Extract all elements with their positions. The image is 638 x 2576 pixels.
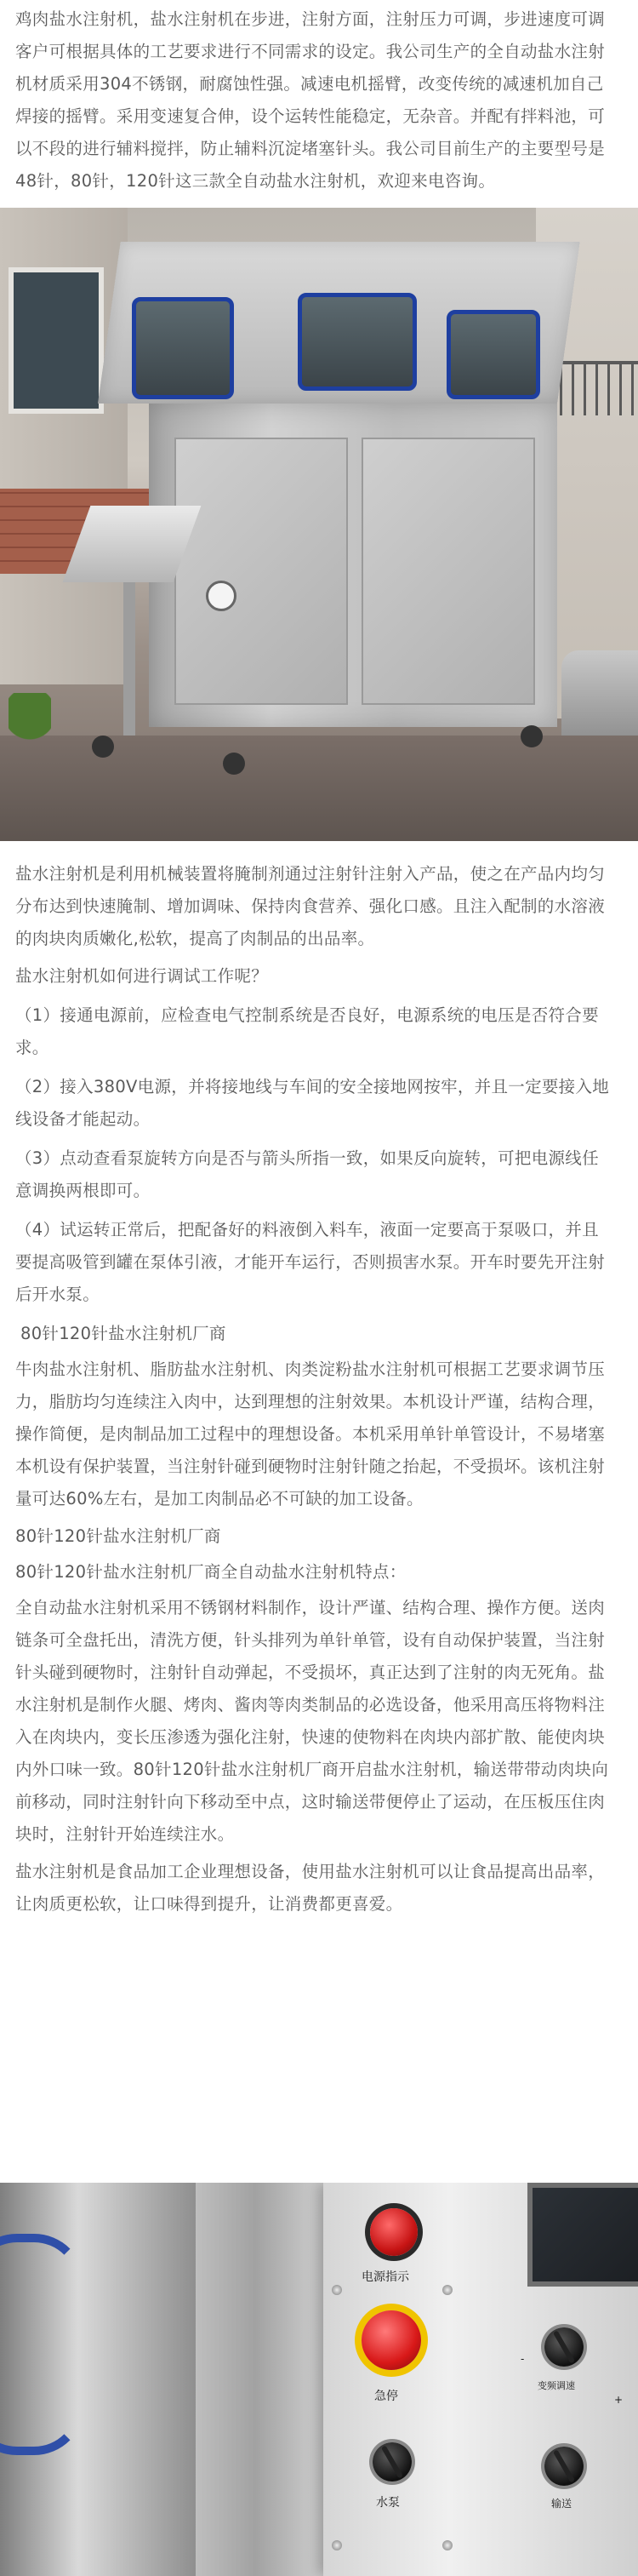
debug-section	[0, 960, 638, 1311]
blue-hose	[0, 2234, 85, 2455]
step-line: （3）点动查看泵旋转方向是否与箭头所指一致，如果反向旋转，可把电源线任	[15, 1148, 599, 1168]
intro-line: 鸡肉盐水注射机，盐水注射机在步进，注射方面，注射压力可调，步进速度可调	[15, 9, 606, 29]
factory-line: 力，脂肪均匀连续注入肉中，达到理想的注射效果。本机设计严谨，结构合理，	[15, 1392, 606, 1411]
step-line: 求。	[15, 1038, 49, 1057]
definition-line: 的肉块肉质嫩化,松软，提高了肉制品的出品率。	[15, 929, 375, 948]
step-line: 要提高吸管到罐在泵体引液，才能开车运行，否则损害水泵。开车时要先开注射	[15, 1252, 606, 1272]
machine-photo	[0, 208, 638, 841]
debug-step	[0, 1214, 638, 1311]
step-line: 线设备才能起动。	[15, 1109, 151, 1129]
factory-line: 牛肉盐水注射机、脂肪盐水注射机、肉类淀粉盐水注射机可根据工艺要求调节压	[15, 1360, 606, 1379]
power-indicator-label: 电源指示	[362, 2270, 409, 2284]
parked-car	[561, 650, 638, 744]
background-window	[9, 267, 104, 414]
definition-line: 分布达到快速腌制、增加调味、保持肉食营养、强化口感。且注入配制的水溶液	[15, 896, 606, 916]
factory-line: 本机设有保护装置，当注射针碰到硬物时注射针随之抬起，不受损坏。该机注射	[15, 1457, 606, 1476]
features-subheading: 80针120针盐水注射机厂商全自动盐水注射机特点：	[15, 1562, 407, 1582]
control-panel	[323, 2183, 638, 2576]
step-line: 后开水泵。	[15, 1285, 100, 1304]
definition-line: 盐水注射机是利用机械装置将腌制剂通过注射针注射入产品，使之在产品内均匀	[15, 864, 606, 884]
panel-bolt	[442, 2285, 453, 2295]
transport-switch-knob	[544, 2447, 584, 2486]
closing-line: 盐水注射机是食品加工企业理想设备，使用盐水注射机可以让食品提高出品率，	[15, 1862, 606, 1881]
caster-wheel	[92, 736, 114, 758]
emergency-stop-label: 急停	[374, 2390, 398, 2403]
display-screen	[527, 2183, 638, 2287]
features-line: 水注射机是制作火腿、烤肉、酱肉等肉类制品的必选设备，他采用高压将物料注	[15, 1695, 606, 1714]
section-heading: 80针120针盐水注射机厂商	[20, 1324, 226, 1343]
features-line: 入在肉块内，变长压渗透为强化注射，快速的使物料在肉块内部扩散、能使肉块	[15, 1727, 606, 1747]
intro-line: 焊接的摇臂。采用变速复合伸，设个运转性能稳定，无杂音。并配有拌料池，可	[15, 106, 606, 126]
step-line: （4）试运转正常后，把配备好的料液倒入料车，液面一定要高于泵吸口，并且	[15, 1220, 599, 1239]
speed-control-label: 变频调速	[538, 2380, 575, 2391]
potted-plant	[9, 693, 51, 761]
features-section	[0, 1520, 638, 1851]
viewing-window	[132, 297, 234, 399]
factory-section	[0, 1318, 638, 1515]
factory-line: 量可达60%左右，是加工肉制品必不可缺的加工设备。	[15, 1489, 424, 1508]
features-line: 针头碰到硬物时，注射针自动弹起，不受损坏，真正达到了注射的肉无死角。盐	[15, 1663, 606, 1682]
caster-wheel	[521, 725, 543, 747]
section-heading: 80针120针盐水注射机厂商	[15, 1526, 221, 1546]
step-line: 意调换两根即可。	[15, 1181, 151, 1200]
features-line: 前移动，同时注射针向下移动至中点，这时输送带便停止了运动，在压板压住肉	[15, 1792, 606, 1812]
control-panel-photo	[0, 2183, 638, 2576]
factory-line: 操作简便，是肉制品加工过程中的理想设备。本机采用单针单管设计，不易堵塞	[15, 1424, 606, 1444]
viewing-window	[298, 293, 417, 391]
cabinet-door	[174, 438, 348, 705]
panel-bolt	[332, 2285, 342, 2295]
transport-label: 输送	[551, 2498, 572, 2510]
features-line: 内外口味一致。80针120针盐水注射机厂商开启盐水注射机，输送带带动肉块向	[15, 1760, 609, 1779]
speed-plus-label: +	[614, 2394, 624, 2406]
features-line: 块时，注射针开始连续注水。	[15, 1824, 235, 1844]
panel-bolt	[442, 2540, 453, 2550]
viewing-window	[447, 310, 540, 399]
features-line: 全自动盐水注射机采用不锈钢材料制作，设计严谨、结构合理、操作方便。送肉	[15, 1598, 606, 1617]
closing-line: 让肉质更松软，让口味得到提升，让消费都更喜爱。	[15, 1894, 403, 1914]
definition-paragraph	[0, 858, 638, 955]
debug-step	[0, 999, 638, 1064]
intro-line: 机材质采用304不锈钢，耐腐蚀性强。减速电机摇臂，改变传统的减速机加自己	[15, 74, 604, 94]
pump-switch-knob	[373, 2442, 412, 2482]
panel-bolt	[332, 2540, 342, 2550]
features-line: 链条可全盘托出，清洗方便，针头排列为单针单管，设有自动保护装置，当注射	[15, 1630, 606, 1650]
closing-paragraph	[0, 1856, 638, 1921]
caster-wheel	[223, 753, 245, 775]
step-line: （1）接通电源前，应检查电气控制系统是否良好，电源系统的电压是否符合要	[15, 1005, 599, 1025]
machine-leg	[123, 565, 135, 736]
debug-step	[0, 1071, 638, 1136]
emergency-stop-button	[362, 2310, 421, 2370]
intro-line: 以不段的进行辅料搅拌，防止辅料沉淀堵塞针头。我公司目前生产的主要型号是	[15, 139, 606, 158]
intro-line: 客户可根据具体的工艺要求进行不同需求的设定。我公司生产的全自动盐水注射	[15, 42, 606, 61]
intro-line: 48针，80针，120针这三款全自动盐水注射机，欢迎来电咨询。	[15, 171, 496, 191]
debug-question: 盐水注射机如何进行调试工作呢？	[15, 966, 269, 986]
machine-cabinet	[149, 404, 557, 727]
pump-label: 水泵	[376, 2496, 400, 2510]
step-line: （2）接入380V电源，并将接地线与车间的安全接地网按牢，并且一定要接入地	[15, 1077, 610, 1096]
cabinet-door	[362, 438, 535, 705]
pressure-gauge	[206, 581, 236, 611]
debug-step	[0, 1142, 638, 1207]
intro-paragraph	[0, 0, 638, 197]
power-indicator-light	[370, 2208, 418, 2256]
speed-minus-label: -	[521, 2353, 525, 2365]
speed-control-knob	[544, 2327, 584, 2367]
